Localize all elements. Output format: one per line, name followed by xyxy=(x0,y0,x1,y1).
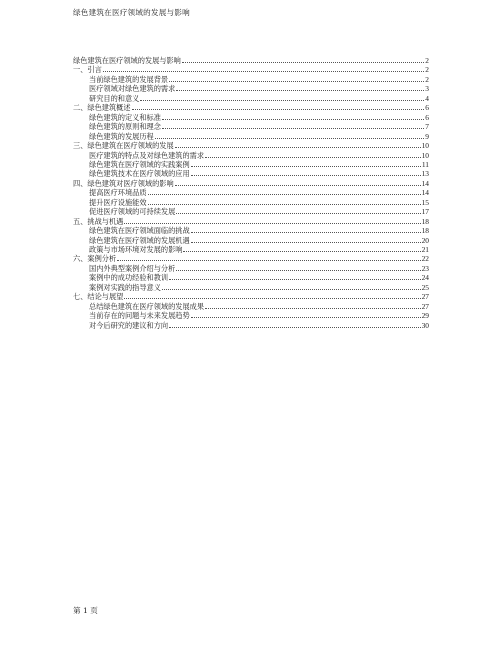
toc-dot-leader xyxy=(124,223,420,224)
toc-entry-title: 绿色建筑的发展历程 xyxy=(89,131,154,141)
toc-dot-leader xyxy=(117,260,420,261)
toc-dot-leader xyxy=(191,166,421,167)
toc-entry[interactable] xyxy=(73,264,429,273)
toc-dot-leader xyxy=(169,327,421,328)
toc-entry-title: 绿色建筑的定义和标准 xyxy=(89,112,161,122)
toc-entry[interactable] xyxy=(73,292,429,301)
toc-dot-leader xyxy=(103,71,425,72)
toc-entry[interactable] xyxy=(73,160,429,169)
toc-entry[interactable] xyxy=(73,245,429,254)
toc-entry-page: 2 xyxy=(425,74,429,84)
toc-entry-page: 6 xyxy=(425,112,429,122)
toc-entry-title: 七、结论与展望 xyxy=(73,292,124,302)
toc-entry[interactable] xyxy=(73,169,429,178)
toc-entry[interactable] xyxy=(73,254,429,263)
toc-entry-title: 绿色建筑在医疗领域的发展机遇 xyxy=(89,235,190,245)
toc-entry[interactable] xyxy=(73,132,429,141)
toc-entry-title: 案例对实践的指导意义 xyxy=(89,282,161,292)
toc-entry-page: 6 xyxy=(425,103,429,113)
toc-dot-leader xyxy=(183,251,420,252)
toc-entry[interactable] xyxy=(73,75,429,84)
toc-entry-page: 15 xyxy=(421,197,429,207)
toc-dot-leader xyxy=(155,138,425,139)
toc-entry-page: 27 xyxy=(421,301,429,311)
toc-dot-leader xyxy=(124,298,420,299)
toc-entry[interactable] xyxy=(73,94,429,103)
toc-entry-title: 对今后研究的建议和方向 xyxy=(89,320,169,330)
toc-entry[interactable] xyxy=(73,113,429,122)
toc-entry-page: 4 xyxy=(425,93,429,103)
toc-entry-title: 六、案例分析 xyxy=(73,254,117,264)
toc-entry-page: 17 xyxy=(421,207,429,217)
toc-entry-page: 18 xyxy=(421,226,429,236)
toc-entry-page: 23 xyxy=(421,263,429,273)
toc-dot-leader xyxy=(175,147,421,148)
toc-entry-page: 3 xyxy=(425,84,429,94)
toc-entry[interactable] xyxy=(73,56,429,65)
page-header-title: 绿色建筑在医疗领域的发展与影响 xyxy=(73,8,190,17)
toc-dot-leader xyxy=(140,100,424,101)
toc-dot-leader xyxy=(191,242,421,243)
toc-entry-title: 医疗领域对绿色建筑的需求 xyxy=(89,84,176,94)
toc-entry-title: 五、挑战与机遇 xyxy=(73,216,124,226)
toc-dot-leader xyxy=(205,308,421,309)
toc-entry-title: 国内外典型案例介绍与分析 xyxy=(89,263,176,273)
toc-entry[interactable] xyxy=(73,103,429,112)
toc-entry[interactable] xyxy=(73,302,429,311)
toc-entry[interactable] xyxy=(73,226,429,235)
toc-entry[interactable] xyxy=(73,217,429,226)
toc-entry[interactable] xyxy=(73,151,429,160)
toc-entry-title: 绿色建筑在医疗领域面临的挑战 xyxy=(89,226,190,236)
toc-entry[interactable] xyxy=(73,311,429,320)
toc-dot-leader xyxy=(191,175,421,176)
toc-dot-leader xyxy=(169,279,421,280)
toc-entry-page: 18 xyxy=(421,216,429,226)
toc-entry-page: 13 xyxy=(421,169,429,179)
toc-entry-page: 21 xyxy=(421,245,429,254)
toc-dot-leader xyxy=(148,194,421,195)
toc-entry-page: 27 xyxy=(421,292,429,302)
toc-dot-leader xyxy=(169,81,424,82)
toc-entry-title: 绿色建筑的原则和理念 xyxy=(89,122,161,132)
toc-entry-page: 10 xyxy=(421,150,429,160)
toc-entry-title: 案例中的成功经验和教训 xyxy=(89,273,169,283)
toc-dot-leader xyxy=(191,232,421,233)
toc-dot-leader xyxy=(132,109,425,110)
toc-dot-leader xyxy=(175,185,421,186)
toc-entry-page: 14 xyxy=(421,188,429,198)
toc-entry-page: 29 xyxy=(421,311,429,321)
toc-dot-leader xyxy=(205,157,421,158)
toc-entry-title: 研究目的和意义 xyxy=(89,93,140,103)
toc-dot-leader xyxy=(162,289,421,290)
toc-dot-leader xyxy=(176,213,420,214)
toc-dot-leader xyxy=(191,317,421,318)
toc-entry[interactable] xyxy=(73,198,429,207)
toc-entry-title: 当前绿色建筑的发展背景 xyxy=(89,74,169,84)
toc-entry-page: 9 xyxy=(425,131,429,141)
toc-dot-leader xyxy=(162,119,424,120)
toc-entry-title: 提高医疗环境品质 xyxy=(89,188,147,198)
toc-entry[interactable] xyxy=(73,122,429,131)
toc-entry-title: 当前存在的问题与未来发展趋势 xyxy=(89,311,190,321)
toc-dot-leader xyxy=(176,90,424,91)
toc-entry[interactable] xyxy=(73,283,429,292)
toc-entry-page: 2 xyxy=(425,65,429,75)
toc-entry-title: 三、绿色建筑在医疗领域的发展 xyxy=(73,141,174,151)
toc-dot-leader xyxy=(176,270,420,271)
toc-entry-page: 22 xyxy=(421,254,429,264)
toc-entry[interactable] xyxy=(73,321,429,330)
toc-entry-page: 11 xyxy=(421,159,429,169)
toc-entry[interactable] xyxy=(73,273,429,282)
page-footer-number: 第 1 页 xyxy=(73,606,98,615)
toc-entry-page: 20 xyxy=(421,235,429,245)
toc-entry[interactable] xyxy=(73,188,429,197)
toc-entry-page: 2 xyxy=(425,56,429,65)
toc-entry-title: 医疗建筑的特点及对绿色建筑的需求 xyxy=(89,150,205,160)
toc-entry[interactable] xyxy=(73,141,429,150)
toc-dot-leader xyxy=(162,128,424,129)
toc-entry-title: 提升医疗设施能效 xyxy=(89,197,147,207)
toc-entry[interactable] xyxy=(73,84,429,93)
toc-entry-title: 绿色建筑技术在医疗领域的应用 xyxy=(89,169,190,179)
toc-entry-title: 绿色建筑在医疗领域的实践案例 xyxy=(89,159,190,169)
toc-entry-title: 促进医疗领域的可持续发展 xyxy=(89,207,176,217)
toc-entry-title: 绿色建筑在医疗领域的发展与影响 xyxy=(73,56,181,65)
toc-entry-title: 四、绿色建筑对医疗领域的影响 xyxy=(73,178,174,188)
toc-entry-title: 一、引言 xyxy=(73,65,102,75)
toc-entry-title: 二、绿色建筑概述 xyxy=(73,103,131,113)
toc-dot-leader xyxy=(148,204,421,205)
toc-dot-leader xyxy=(182,62,424,63)
toc-entry-title: 总结绿色建筑在医疗领域的发展成果 xyxy=(89,301,205,311)
toc-entry[interactable] xyxy=(73,65,429,74)
toc-entry-page: 7 xyxy=(425,122,429,132)
toc-entry[interactable] xyxy=(73,207,429,216)
toc-entry[interactable] xyxy=(73,179,429,188)
toc-entry-page: 24 xyxy=(421,273,429,283)
toc-entry-page: 30 xyxy=(421,320,429,330)
toc-entry-page: 25 xyxy=(421,282,429,292)
toc-entry[interactable] xyxy=(73,236,429,245)
toc-entry-page: 14 xyxy=(421,178,429,188)
toc-entry-page: 10 xyxy=(421,141,429,151)
toc-entry-title: 政策与市场环境对发展的影响 xyxy=(89,245,183,254)
